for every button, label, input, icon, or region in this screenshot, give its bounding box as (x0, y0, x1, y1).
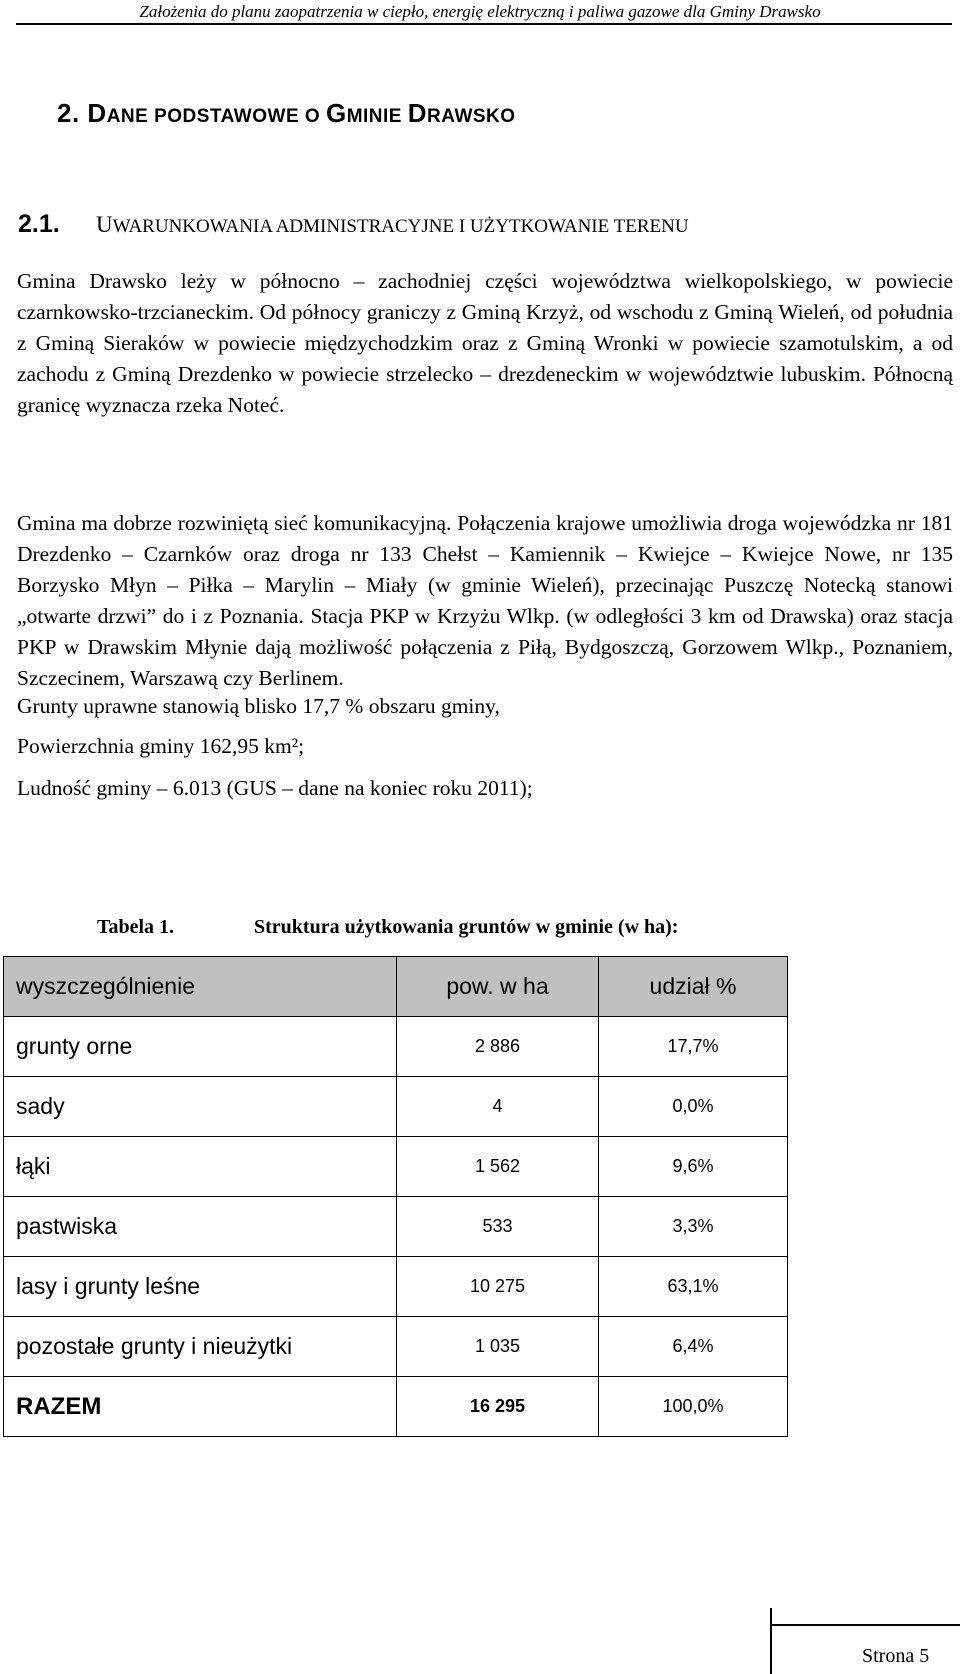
table-caption-title: Struktura użytkowania gruntów w gminie (w ha): (254, 916, 679, 938)
row-area: 533 (397, 1197, 599, 1257)
section-number: 2. (57, 98, 80, 128)
row-share: 3,3% (599, 1197, 788, 1257)
row-share: 9,6% (599, 1137, 788, 1197)
row-area: 10 275 (397, 1257, 599, 1317)
running-header: Założenia do planu zaopatrzenia w ciepło, energię elektryczną i paliwa gazowe dla Gminy Drawsko (139, 2, 821, 21)
row-share: 6,4% (599, 1317, 788, 1377)
section-heading (57, 98, 516, 129)
row-share: 17,7% (599, 1017, 788, 1077)
table-row (4, 1017, 788, 1077)
table-row (4, 1317, 788, 1377)
total-label: RAZEM (4, 1377, 397, 1437)
row-label: pozostałe grunty i nieużytki (4, 1317, 397, 1377)
transport-paragraph: Gmina ma dobrze rozwiniętą sieć komunikacyjną. Połączenia krajowe umożliwia droga wojewódzka nr 181 Drezdenko – Czarnków oraz droga nr 133 Chełst – Kamiennik – Kwiejce – Kwiejce Nowe, nr 135 Borzysko Młyn – Piłka – Marylin – Miały (w gminie Wieleń), przecinając Puszczę Notecką stanowi „otwarte drzwi” do i z Poznania. Stacja PKP w Krzyżu Wlkp. (w odległości 3 km od Drawska) oraz stacja PKP w Drawskim Młynie dają możliwość połączenia z Piłą, Bydgoszczą, Gorzowem Wlkp., Poznaniem, Szczecinem, Warszawą czy Berlinem. (17, 511, 953, 690)
total-area: 16 295 (397, 1377, 599, 1437)
row-area: 4 (397, 1077, 599, 1137)
row-share: 63,1% (599, 1257, 788, 1317)
total-share: 100,0% (599, 1377, 788, 1437)
table-row (4, 1077, 788, 1137)
subsection-number: 2.1. (18, 210, 60, 238)
row-label: grunty orne (4, 1017, 397, 1077)
header-area: pow. w ha (397, 957, 599, 1017)
section-title: DANE PODSTAWOWE O GMINIE DRAWSKO (87, 98, 516, 128)
footer-divider-vertical (770, 1608, 772, 1674)
table-row (4, 1197, 788, 1257)
row-label: lasy i grunty leśne (4, 1257, 397, 1317)
row-area: 1 035 (397, 1317, 599, 1377)
table-caption-label: Tabela 1. (97, 916, 175, 938)
row-area: 1 562 (397, 1137, 599, 1197)
table-total-row (4, 1377, 788, 1437)
footer-divider (770, 1624, 960, 1626)
header-description: wyszczególnienie (4, 957, 397, 1017)
header-share: udział % (599, 957, 788, 1017)
subsection-heading (18, 210, 689, 239)
row-share: 0,0% (599, 1077, 788, 1137)
page-number: Strona 5 (862, 1645, 930, 1667)
location-paragraph: Gmina Drawsko leży w północno – zachodniej części województwa wielkopolskiego, w powiecie czarnkowsko-trzcianeckim. Od północy graniczy z Gminą Krzyż, od wschodu z Gminą Wieleń, od południa z Gminą Sieraków w powiecie międzychodzkim oraz z Gminą Wronki w powiecie szamotulskim, a od zachodu z Gminą Drezdenko w powiecie strzelecko – drezdeneckim w województwie lubuskim. Północną granicę wyznacza rzeka Noteć. (17, 269, 953, 417)
table-header-row (4, 957, 788, 1017)
header-divider (16, 23, 952, 25)
row-label: sady (4, 1077, 397, 1137)
arable-land-line: Grunty uprawne stanowią blisko 17,7 % obszaru gminy, (17, 694, 500, 718)
table-row (4, 1257, 788, 1317)
row-label: łąki (4, 1137, 397, 1197)
row-label: pastwiska (4, 1197, 397, 1257)
subsection-title: UWARUNKOWANIA ADMINISTRACYJNE I UŻYTKOWANIE TERENU (96, 212, 689, 237)
land-use-table (3, 956, 788, 1437)
area-line: Powierzchnia gminy 162,95 km²; (17, 734, 305, 758)
population-line: Ludność gminy – 6.013 (GUS – dane na koniec roku 2011); (17, 776, 533, 800)
table-row (4, 1137, 788, 1197)
row-area: 2 886 (397, 1017, 599, 1077)
table-caption (97, 916, 678, 939)
